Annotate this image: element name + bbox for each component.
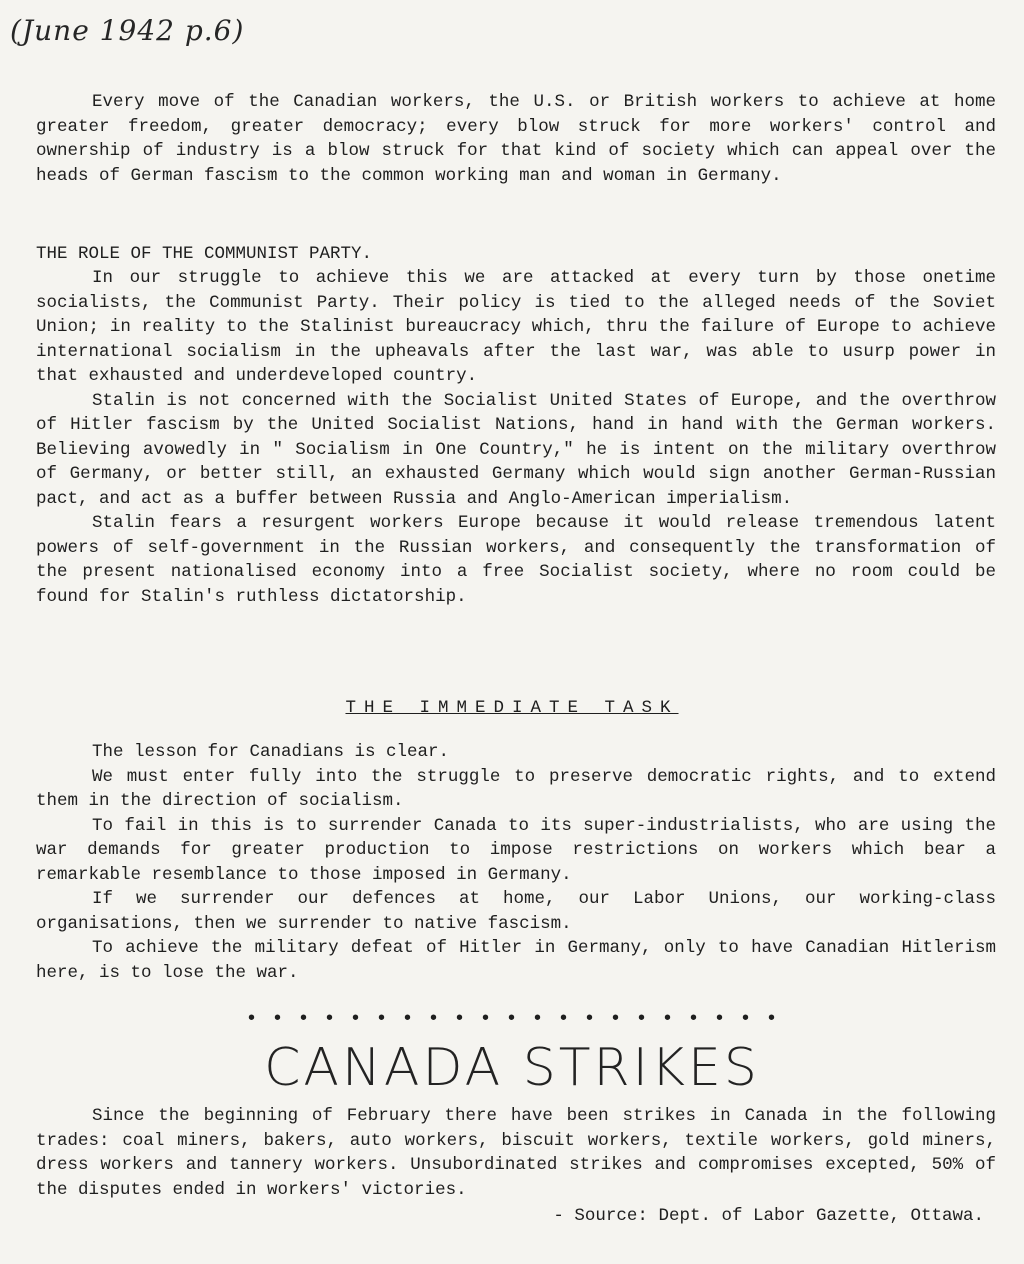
task-paragraph-2: We must enter fully into the struggle to preserve democratic rights, and to extend them in the direction of socialism.: [36, 766, 996, 811]
canada-strikes-heading: CANADA STRIKES: [264, 1038, 760, 1098]
canada-strikes-section: [36, 1104, 996, 1202]
communist-party-heading: THE ROLE OF THE COMMUNIST PARTY.: [36, 244, 373, 264]
task-paragraph-4: If we surrender our defences at home, our Labor Unions, our working-class organisations, then we surrender to native fascism.: [36, 889, 996, 934]
immediate-task-section: [36, 740, 996, 985]
dotted-separator: • • • • • • • • • • • • • • • • • • • • •: [245, 1008, 779, 1031]
task-paragraph-5: To achieve the military defeat of Hitler in Germany, only to have Canadian Hitlerism here, is to lose the war.: [36, 938, 996, 983]
source-citation: - Source: Dept. of Labor Gazette, Ottawa.: [553, 1206, 984, 1226]
handwritten-date-note: (June 1942 p.6): [10, 14, 245, 47]
intro-paragraph: Every move of the Canadian workers, the U.S. or British workers to achieve at home greater freedom, greater democracy; every blow struck for more workers' control and ownership of industry is a blow struck for that kind of society which can appeal over the heads of German fascism to the common working man and woman in Germany.: [36, 92, 996, 186]
task-paragraph-3: To fail in this is to surrender Canada to its super-industrialists, who are using the war demands for greater production to impose restrictions on workers which bear a remarkable resemblance to those imposed in Germany.: [36, 815, 996, 885]
communist-paragraph-2: Stalin is not concerned with the Socialist United States of Europe, and the overthrow of Hitler fascism by the United Socialist Nations, hand in hand with the German workers. Believing avowedly in " Socialism in One Country," he is intent on the military overthrow of Germany, or better still, an exhausted Germany which would sign another German-Russian pact, and act as a buffer between Russia and Anglo-American imperialism.: [36, 390, 996, 509]
task-paragraph-1: The lesson for Canadians is clear.: [92, 742, 450, 762]
intro-section: [36, 90, 996, 188]
communist-paragraph-3: Stalin fears a resurgent workers Europe because it would release tremendous latent powers of self-government in the Russian workers, and consequently the transformation of the present nationalised economy into a free Socialist society, where no room could be found for Stalin's ruthless dictatorship.: [36, 513, 996, 607]
communist-party-section: [36, 266, 996, 609]
communist-paragraph-1: In our struggle to achieve this we are attacked at every turn by those onetime socialists, the Communist Party. Their policy is tied to the alleged needs of the Soviet Union; in reality to the Stalinist bureaucracy which, thru the failure of Europe to achieve international socialism in the upheavals after the last war, was able to usurp power in that exhausted and underdeveloped country.: [36, 268, 996, 386]
strikes-paragraph: Since the beginning of February there have been strikes in Canada in the following trades: coal miners, bakers, auto workers, biscuit workers, textile workers, gold miners, dress workers and tannery workers. Unsubordinated strikes and compromises excepted, 50% of the disputes ended in workers' victories.: [36, 1106, 996, 1200]
immediate-task-heading: THE IMMEDIATE TASK: [345, 698, 679, 718]
